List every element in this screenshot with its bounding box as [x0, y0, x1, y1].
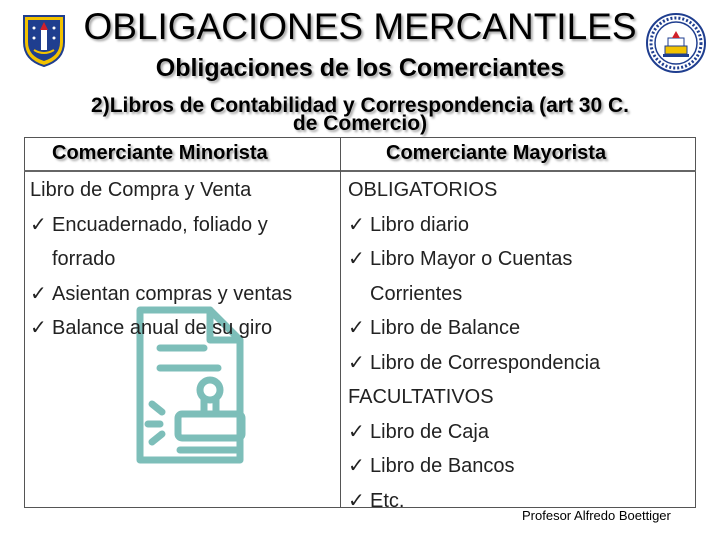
list-item: ✓ Libro de Caja: [348, 415, 692, 450]
section-heading: [0, 92, 720, 138]
check-icon: ✓: [348, 248, 365, 270]
list-item: ✓ Libro de Balance: [348, 311, 692, 346]
list-item: OBLIGATORIOS: [348, 179, 498, 201]
check-icon: ✓: [348, 489, 365, 512]
list-item: forrado: [52, 248, 116, 270]
list-item: ✓ Libro de Correspondencia: [348, 346, 692, 381]
list-item: ✓ Libro de Bancos: [348, 449, 692, 484]
list-item: ✓ Etc.: [348, 484, 692, 519]
check-icon: ✓: [348, 213, 365, 236]
page-subtitle: Obligaciones de los Comerciantes: [155, 54, 565, 82]
right-column-list: [348, 173, 692, 518]
list-item: ✓ Encuadernado, foliado y: [30, 208, 336, 243]
list-item: FACULTATIVOS: [348, 386, 494, 408]
left-column-list: [30, 173, 336, 346]
check-icon: ✓: [348, 351, 365, 374]
list-item: ✓ Libro Mayor o Cuentas: [348, 242, 692, 277]
section-heading-line2: de Comercio): [292, 112, 428, 135]
table-header-divider: [24, 170, 696, 172]
list-item: ✓ Libro diario: [348, 208, 692, 243]
list-item: ✓ Asientan compras y ventas: [30, 277, 336, 312]
list-item: Libro de Compra y Venta: [30, 179, 252, 201]
check-icon: ✓: [348, 317, 365, 339]
left-column-header: Comerciante Minorista: [52, 142, 268, 164]
check-icon: ✓: [30, 282, 47, 305]
list-item: Corrientes: [370, 282, 463, 305]
table-column-divider: [340, 137, 341, 508]
right-column-header: Comerciante Mayorista: [386, 142, 607, 164]
check-icon: ✓: [30, 213, 47, 236]
check-icon: ✓: [30, 317, 47, 339]
page-title: OBLIGACIONES MERCANTILES: [83, 6, 637, 47]
check-icon: ✓: [348, 455, 365, 477]
section-heading-line1: 2)Libros de Contabilidad y Correspondencia (art 30 C.: [91, 94, 629, 117]
check-icon: ✓: [348, 420, 365, 443]
list-item: ✓ Balance anual de su giro: [30, 311, 336, 346]
author-footer: Profesor Alfredo Boettiger: [522, 508, 671, 523]
